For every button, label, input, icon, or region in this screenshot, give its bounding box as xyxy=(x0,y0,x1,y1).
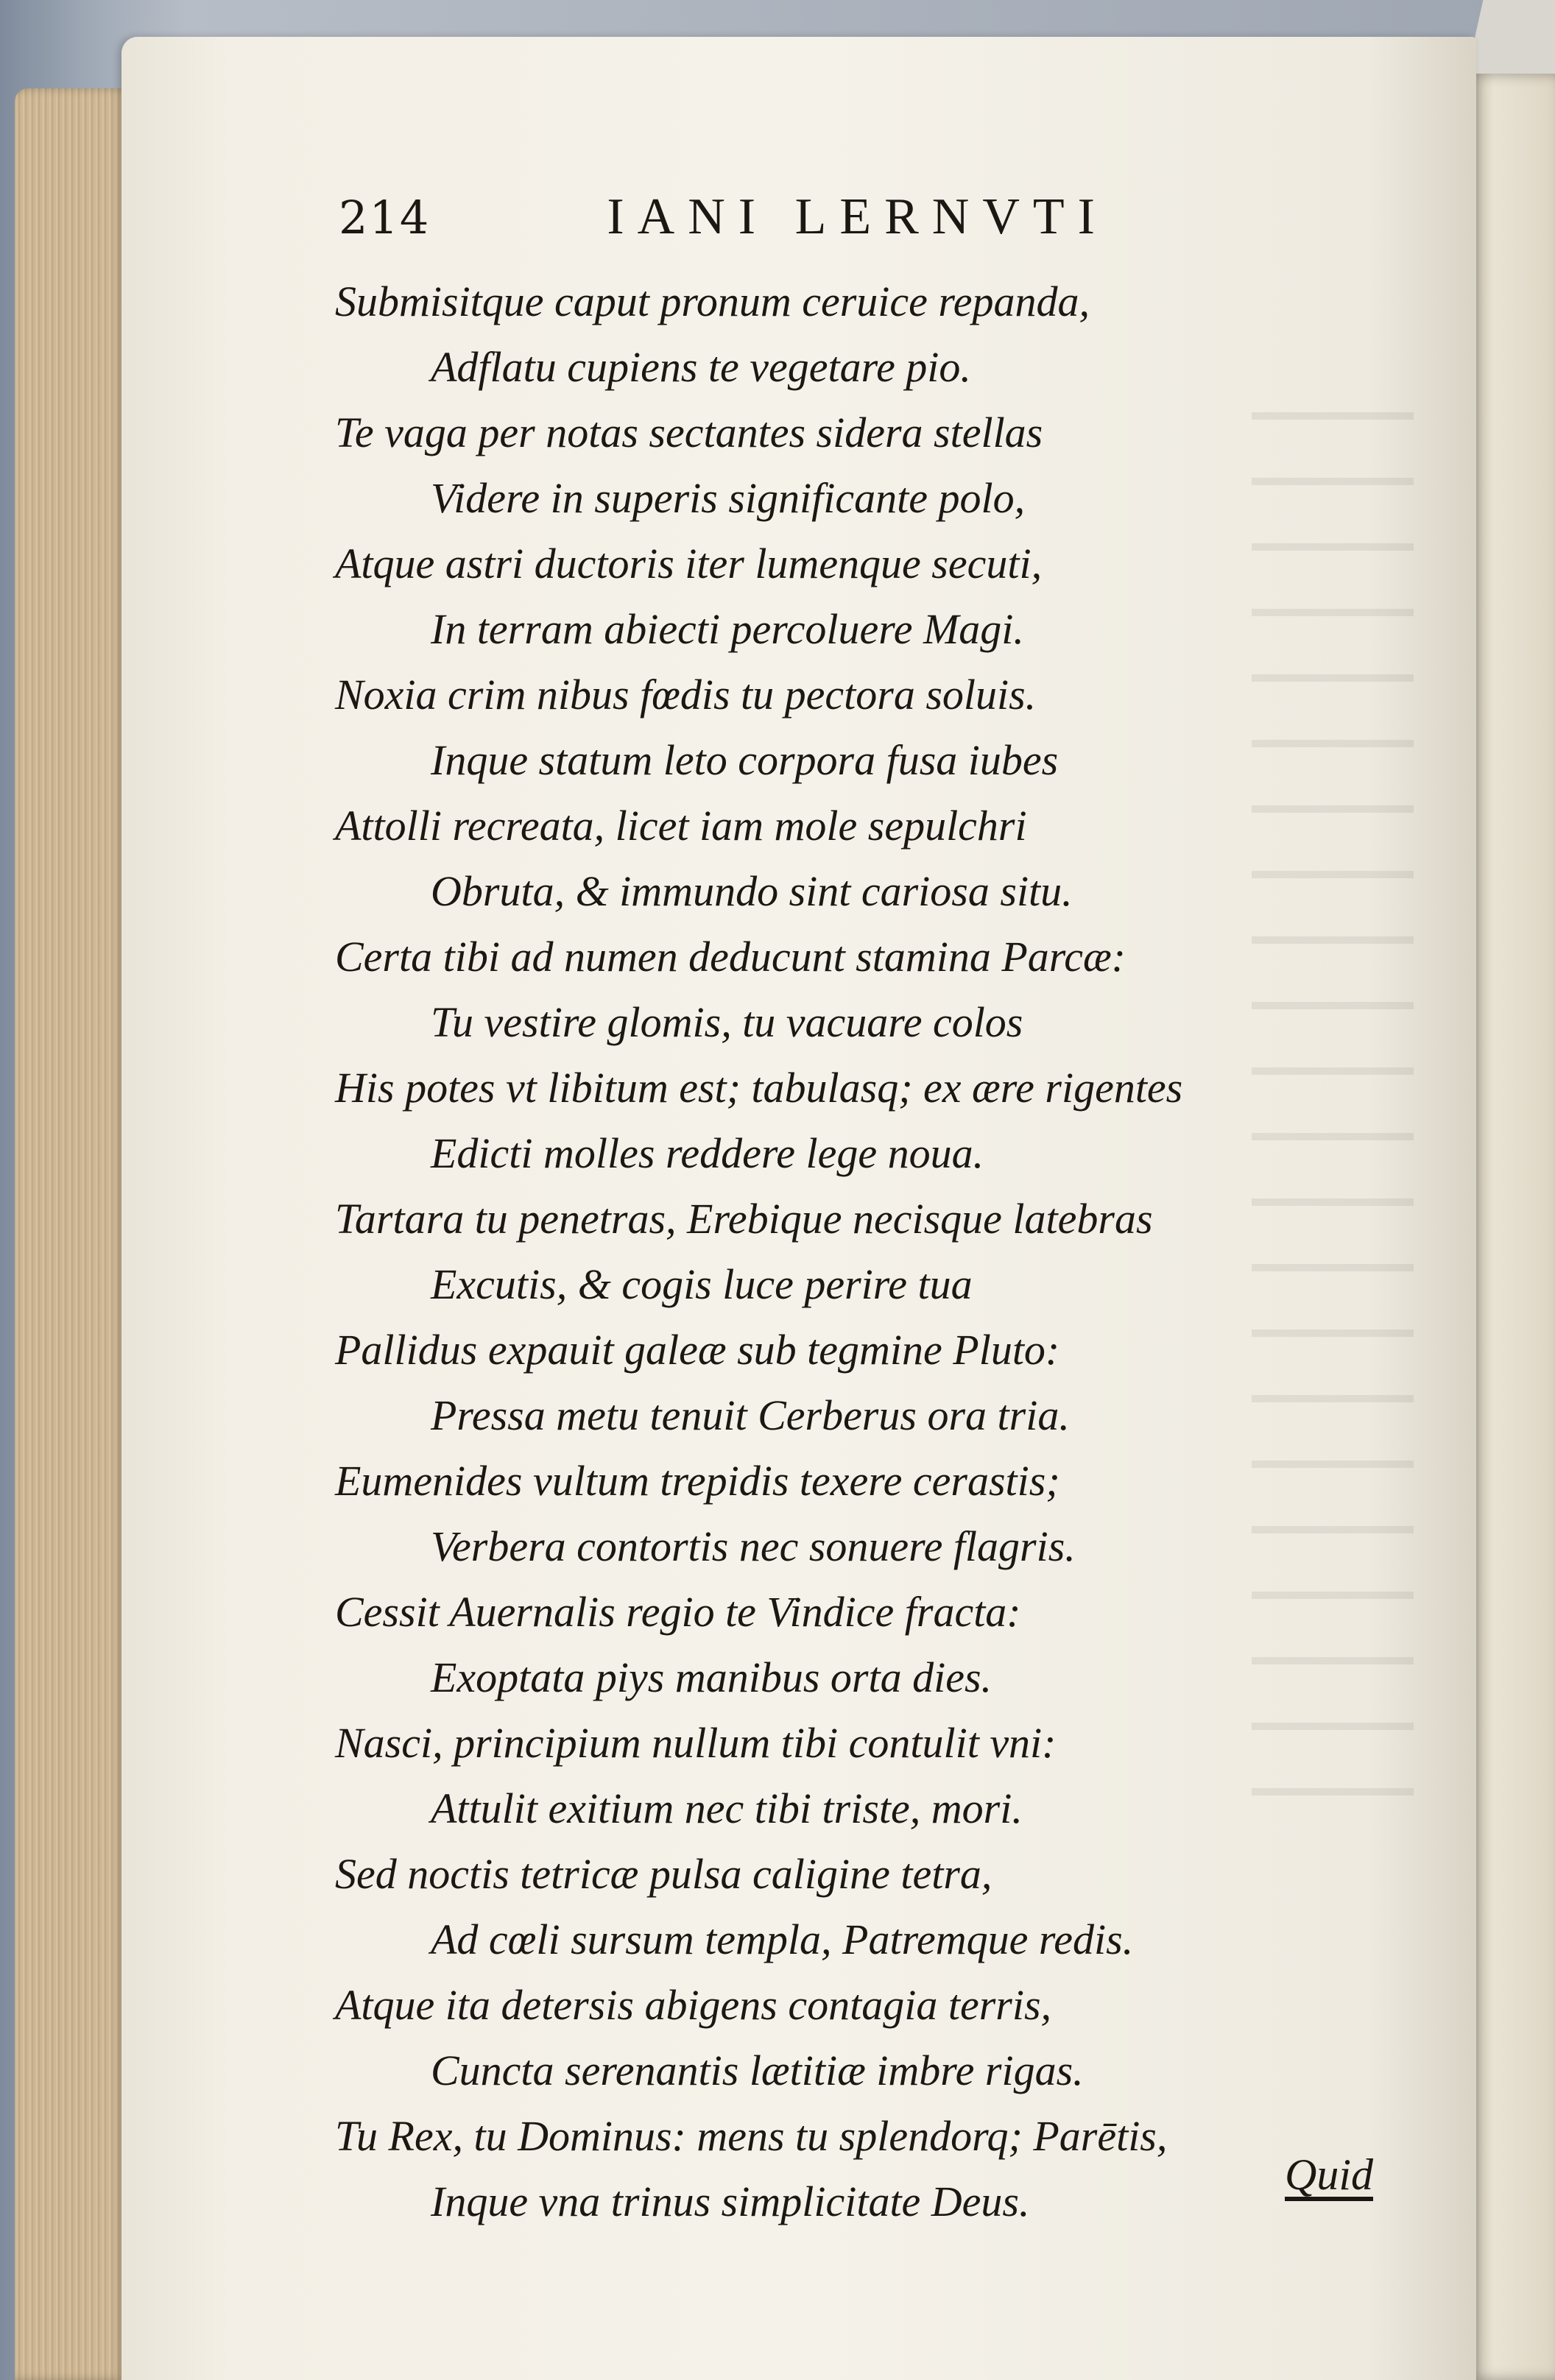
verse-line: Cuncta serenantis lætitiæ imbre rigas. xyxy=(431,2047,1084,2094)
verse-line: Edicti molles reddere lege noua. xyxy=(431,1129,984,1177)
verse-line: Obruta, & immundo sint cariosa situ. xyxy=(431,867,1073,915)
verse-line: Attulit exitium nec tibi triste, mori. xyxy=(431,1784,1023,1832)
verse-line: Pallidus expauit galeæ sub tegmine Pluto: xyxy=(335,1326,1060,1374)
verse-line: Eumenides vultum trepidis texere cerastis; xyxy=(335,1457,1060,1505)
verse-line: Atque ita detersis abigens contagia terris, xyxy=(335,1981,1052,2029)
running-title: IANI LERNVTI xyxy=(607,188,1108,245)
verse-line: His potes vt libitum est; tabulasq; ex ære rigentes xyxy=(335,1064,1183,1112)
verse-line: Submisitque caput pronum ceruice repanda, xyxy=(335,278,1090,325)
verse-line: Certa tibi ad numen deducunt stamina Parcæ: xyxy=(335,933,1126,981)
verse-line: Attolli recreata, licet iam mole sepulchri xyxy=(335,802,1027,850)
verse-line: Ad cœli sursum templa, Patremque redis. xyxy=(431,1915,1134,1963)
verse-line: Atque astri ductoris iter lumenque secuti, xyxy=(335,540,1043,587)
verse-line: Cessit Auernalis regio te Vindice fracta: xyxy=(335,1588,1021,1636)
verse-line: Inque statum leto corpora fusa iubes xyxy=(431,736,1059,784)
verse-line: Sed noctis tetricæ pulsa caligine tetra, xyxy=(335,1850,992,1898)
verse-line: Tartara tu penetras, Erebique necisque latebras xyxy=(335,1195,1153,1243)
verse-line: Inque vna trinus simplicitate Deus. xyxy=(431,2178,1030,2225)
verse-line: In terram abiecti percoluere Magi. xyxy=(431,605,1024,653)
verse-block xyxy=(335,269,1439,2234)
verse-line: Te vaga per notas sectantes sidera stellas xyxy=(335,409,1043,456)
catchword: Quid xyxy=(1285,2150,1373,2199)
page-number: 214 xyxy=(339,191,431,244)
verse-line: Tu Rex, tu Dominus: mens tu splendorq; Parētis, xyxy=(335,2112,1168,2160)
verse-line: Nasci, principium nullum tibi contulit vni: xyxy=(335,1719,1057,1767)
verse-line: Noxia crim nibus fœdis tu pectora soluis. xyxy=(335,671,1037,718)
verse-line: Exoptata piys manibus orta dies. xyxy=(431,1653,992,1701)
verse-line: Videre in superis significante polo, xyxy=(431,474,1026,522)
verse-line: Verbera contortis nec sonuere flagris. xyxy=(431,1522,1076,1570)
verse-line: Adflatu cupiens te vegetare pio. xyxy=(431,343,971,391)
verse-line: Excutis, & cogis luce perire tua xyxy=(431,1260,973,1308)
verse-line: Pressa metu tenuit Cerberus ora tria. xyxy=(431,1391,1070,1439)
facing-page-edge xyxy=(1469,74,1555,2380)
running-head xyxy=(339,188,1134,254)
verse-line: Tu vestire glomis, tu vacuare colos xyxy=(431,998,1023,1046)
page-stack-edge xyxy=(15,88,133,2380)
